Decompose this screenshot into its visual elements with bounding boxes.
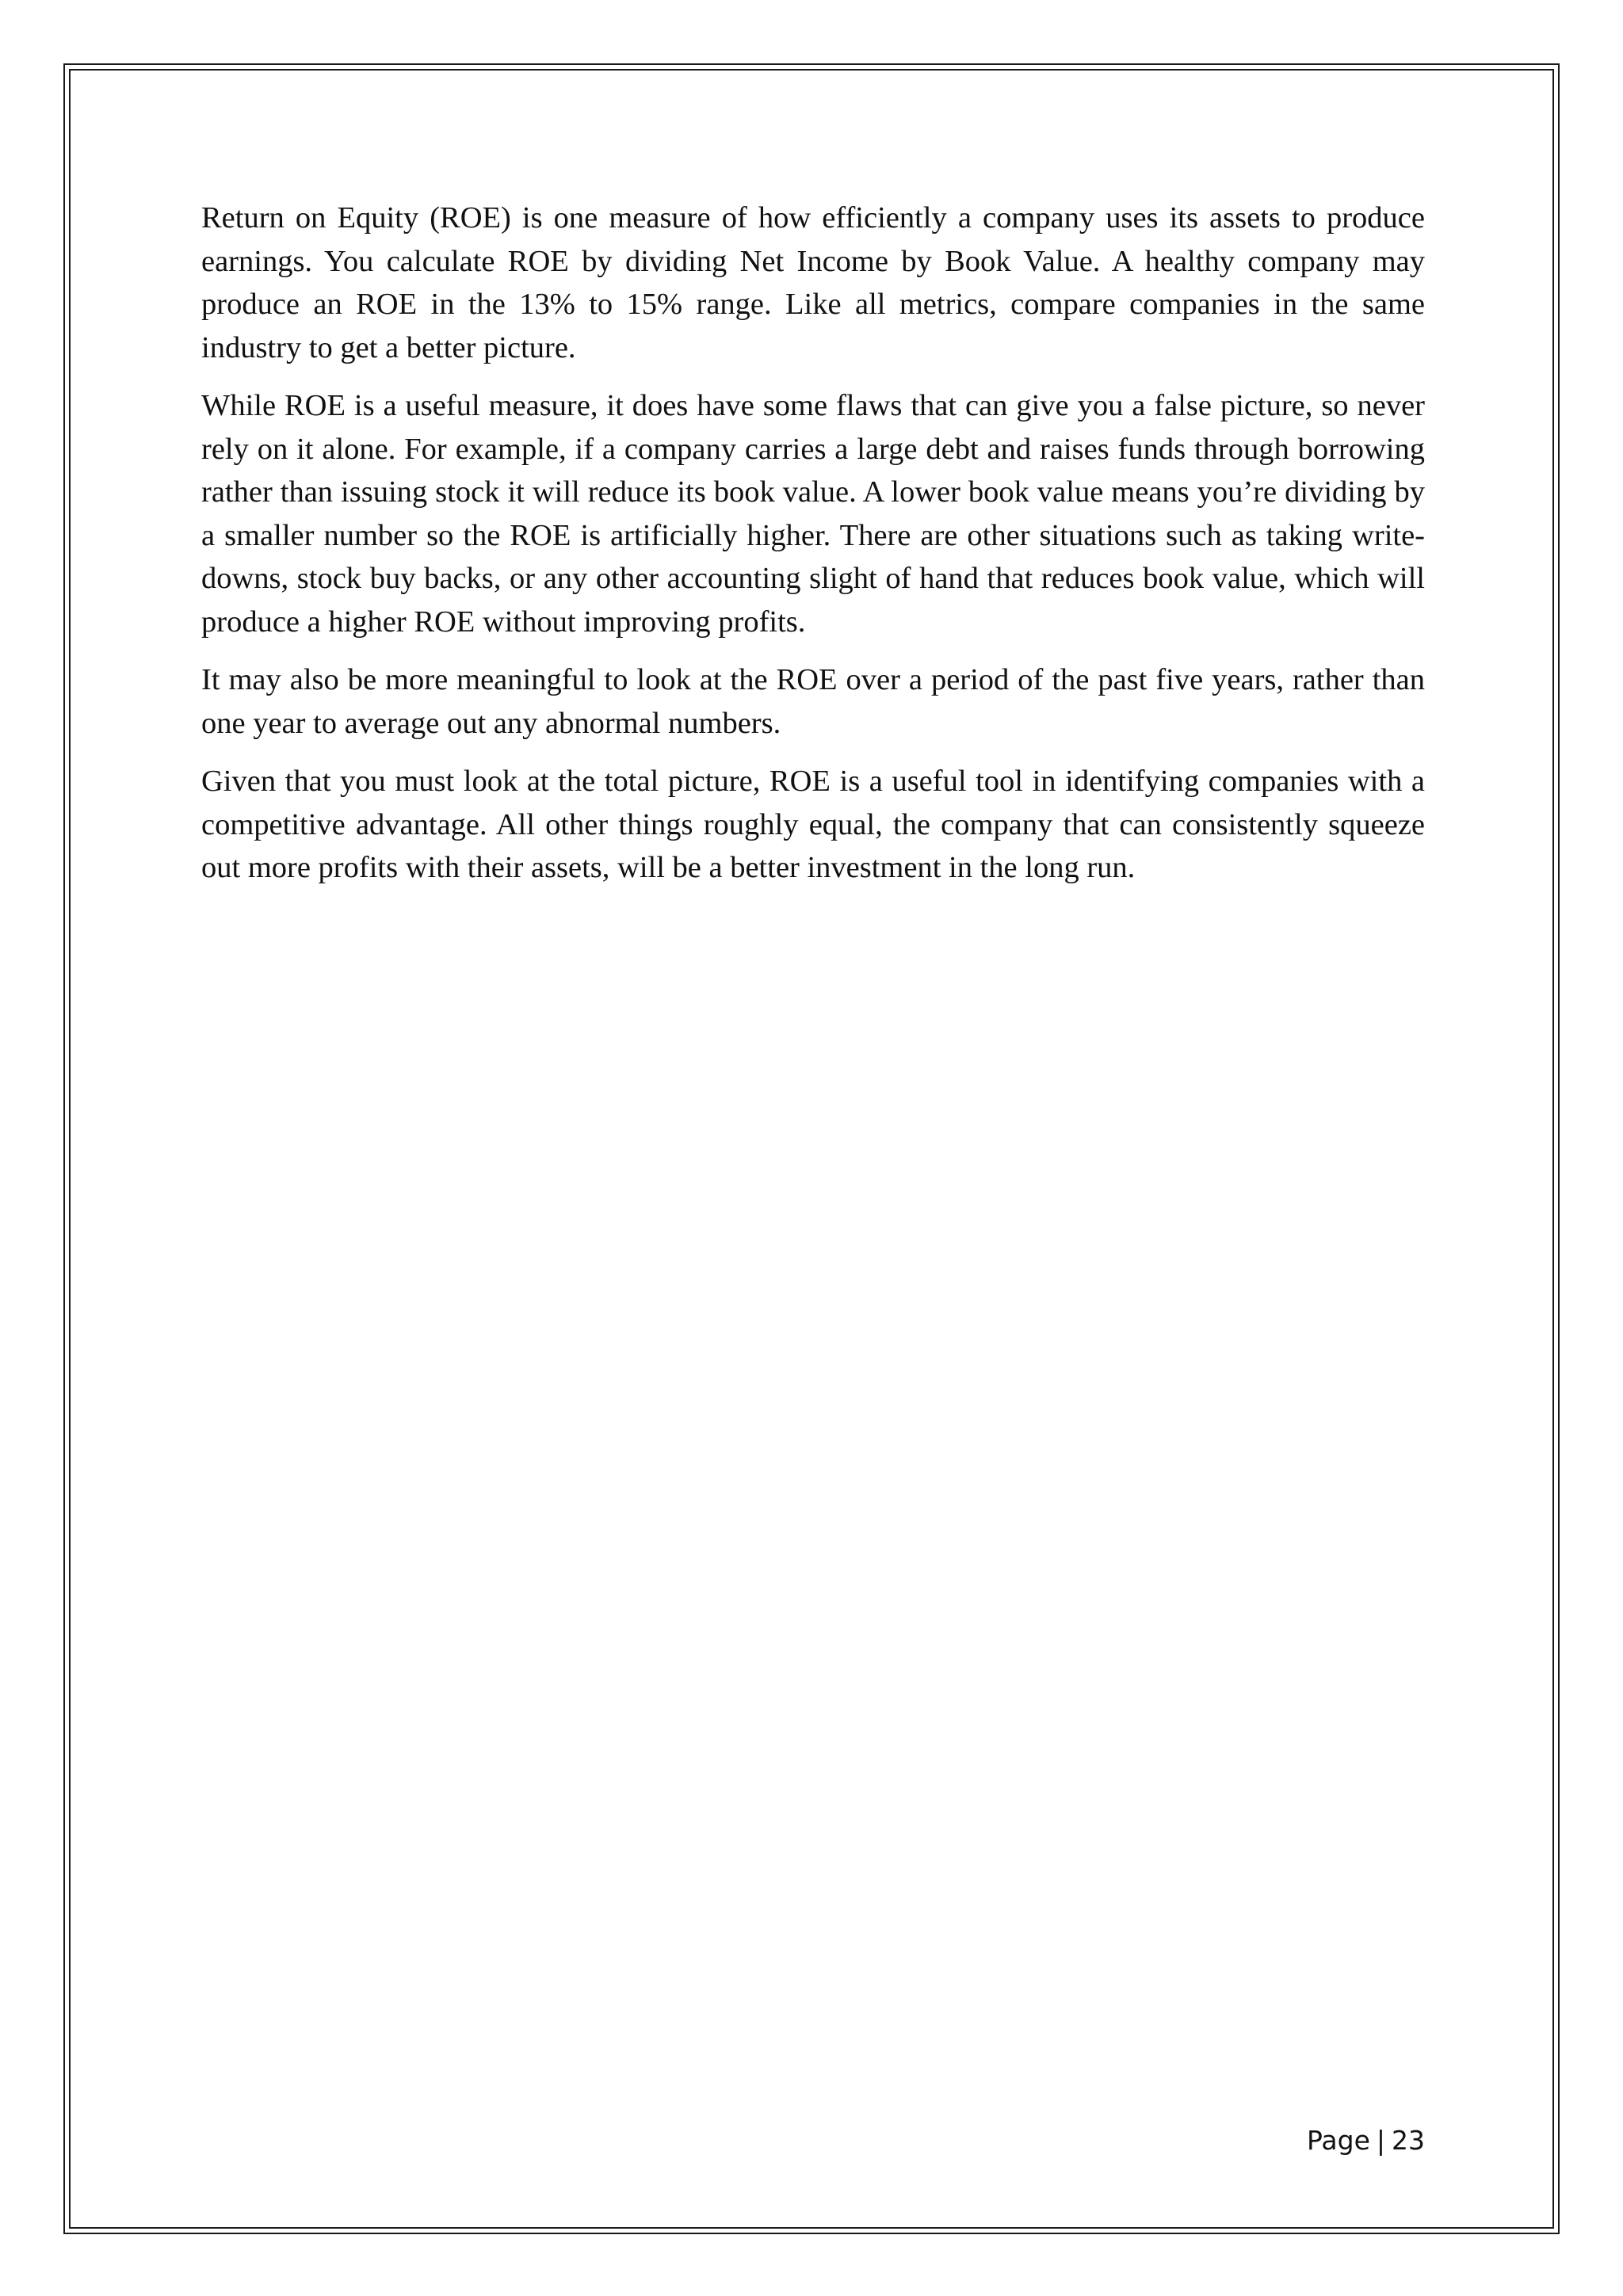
- paragraph-roe-definition: Return on Equity (ROE) is one measure of how efficiently a company uses its assets to produce earnings. You calculate ROE by dividing Net Income by Book Value. A healthy company may produce an ROE in the 13% to 15% range. Like all metrics, compare companies in the same industry to get a better picture.: [201, 201, 1425, 364]
- paragraph-roe-flaws: While ROE is a useful measure, it does have some flaws that can give you a false picture, so never rely on it alone. For example, if a company carries a large debt and raises funds through borrowing rather than issuing stock it will reduce its book value. A lower book value means you’re dividing by a smaller number so the ROE is artificially higher. There are other situations such as taking write-downs, stock buy backs, or any other accounting slight of hand that reduces book value, which will produce a higher ROE without improving profits.: [201, 389, 1425, 639]
- page-label: Page: [1306, 2125, 1370, 2156]
- page-separator: |: [1376, 2125, 1385, 2156]
- page-footer: [1307, 2125, 1425, 2157]
- page-number: 23: [1392, 2125, 1425, 2156]
- paragraph-roe-competitive-advantage: Given that you must look at the total picture, ROE is a useful tool in identifying companies with a competitive advantage. All other things roughly equal, the company that can consistently squeeze out more profits with their assets, will be a better investment in the long run.: [201, 765, 1425, 884]
- paragraph-roe-five-years: It may also be more meaningful to look at the ROE over a period of the past five years, rather than one year to average out any abnormal numbers.: [201, 663, 1425, 740]
- page-body: [201, 196, 1425, 905]
